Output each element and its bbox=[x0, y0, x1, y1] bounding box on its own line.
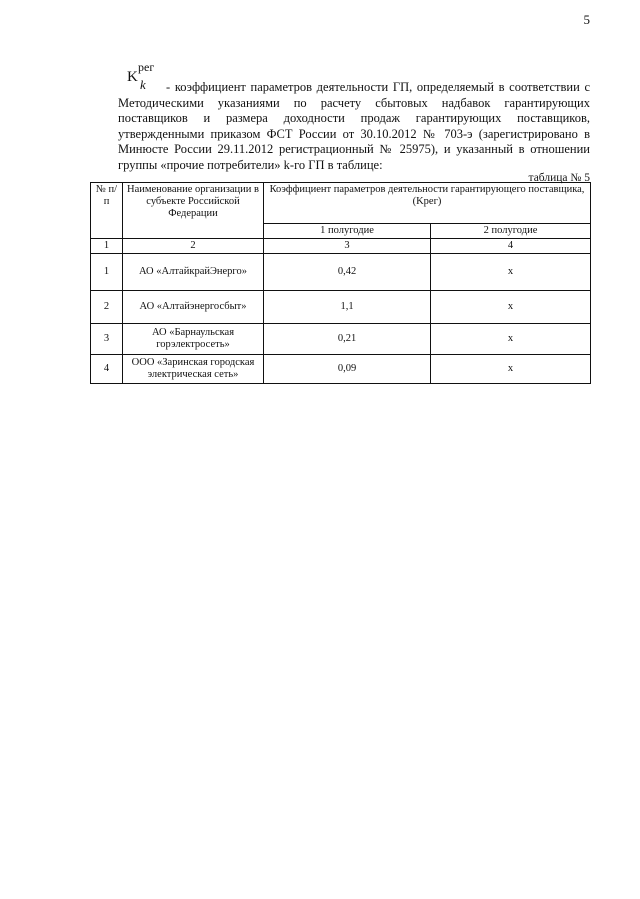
row-num: 1 bbox=[91, 254, 123, 291]
colnum-cell: 3 bbox=[264, 239, 431, 254]
row-half2: х bbox=[431, 291, 591, 324]
row-half1: 0,21 bbox=[264, 324, 431, 355]
row-org: АО «Алтайэнергосбыт» bbox=[123, 291, 264, 324]
table-header-row bbox=[91, 183, 591, 224]
row-half2: х bbox=[431, 324, 591, 355]
row-half2: х bbox=[431, 355, 591, 384]
definition-paragraph bbox=[118, 80, 590, 173]
table-colnum-row bbox=[91, 239, 591, 254]
row-org: АО «АлтайкрайЭнерго» bbox=[123, 254, 264, 291]
row-org: ООО «Заринская городская электрическая сеть» bbox=[123, 355, 264, 384]
table-row bbox=[91, 355, 591, 384]
header-coef: Коэффициент параметров деятельности гарантирующего поставщика, (Kрег) bbox=[264, 183, 591, 224]
table-row bbox=[91, 291, 591, 324]
row-num: 4 bbox=[91, 355, 123, 384]
table-row bbox=[91, 254, 591, 291]
colnum-cell: 2 bbox=[123, 239, 264, 254]
formula-superscript: рег bbox=[138, 60, 155, 74]
row-half1: 0,09 bbox=[264, 355, 431, 384]
paragraph-rest: с Методическими указаниями по расчету сбытовых надбавок гарантирующих поставщиков и размера доходности продаж гарантирующих поставщиков, утвержденными приказом ФСТ России от 30.10.2012 № 703-э (зарегистрировано в Минюсте России 29.11.2012 регистрационный № 25975), и указанный в отношении группы «прочие потребители» k-го ГП в таблице: bbox=[118, 80, 590, 172]
paragraph-line1: - коэффициент параметров деятельности ГП, определяемый в соответствии bbox=[166, 80, 580, 94]
row-org: АО «Барнаульская горэлектросеть» bbox=[123, 324, 264, 355]
colnum-cell: 1 bbox=[91, 239, 123, 254]
header-num: № п/п bbox=[91, 183, 123, 239]
row-num: 3 bbox=[91, 324, 123, 355]
header-half2: 2 полугодие bbox=[431, 224, 591, 239]
coefficients-table bbox=[90, 182, 591, 384]
colnum-cell: 4 bbox=[431, 239, 591, 254]
header-org: Наименование организации в субъекте Российской Федерации bbox=[123, 183, 264, 239]
header-half1: 1 полугодие bbox=[264, 224, 431, 239]
row-half2: х bbox=[431, 254, 591, 291]
formula-subscript: k bbox=[140, 77, 146, 92]
row-half1: 0,42 bbox=[264, 254, 431, 291]
table-caption: таблица № 5 bbox=[528, 172, 590, 184]
page-number: 5 bbox=[583, 12, 590, 27]
row-num: 2 bbox=[91, 291, 123, 324]
table-row bbox=[91, 324, 591, 355]
formula-base: K bbox=[127, 69, 138, 85]
row-half1: 1,1 bbox=[264, 291, 431, 324]
